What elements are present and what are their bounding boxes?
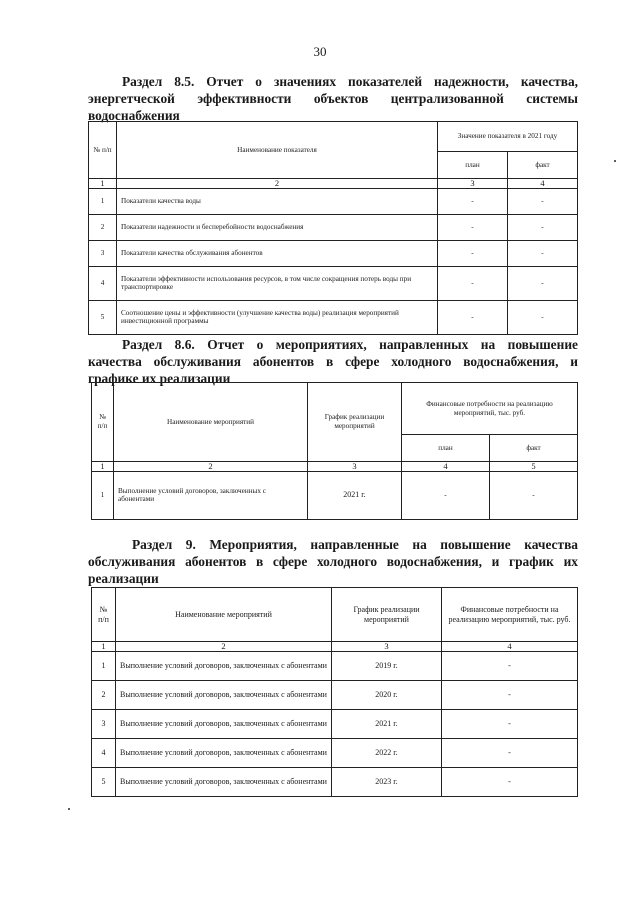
row-num: 4 <box>89 266 117 300</box>
table-row <box>92 710 578 739</box>
header-measure-name: Наименование мероприятий <box>114 383 308 462</box>
table-row <box>89 214 578 240</box>
row-schedule: 2019 г. <box>332 652 442 681</box>
row-schedule: 2021 г. <box>308 471 402 519</box>
row-num: 1 <box>92 471 114 519</box>
row-fact: - <box>508 300 578 334</box>
section-8-6-heading <box>88 336 578 387</box>
index-cell: 2 <box>117 179 438 189</box>
index-row <box>92 462 578 472</box>
header-finance-group: Финансовые потребности на реализацию мероприятий, тыс. руб. <box>402 383 578 435</box>
row-name: Показатели качества воды <box>117 188 438 214</box>
header-finance: Финансовые потребности на реализацию мероприятий, тыс. руб. <box>442 588 578 642</box>
row-name: Соотношение цены и эффективности (улучшение качества воды) реализация мероприятий инвестиционной программы <box>117 300 438 334</box>
row-num: 3 <box>92 710 116 739</box>
table-row <box>92 739 578 768</box>
header-num: № п/п <box>92 588 116 642</box>
index-cell: 4 <box>402 462 490 472</box>
table-row <box>89 300 578 334</box>
row-name: Выполнение условий договоров, заключенных с абонентами <box>116 652 332 681</box>
section-9-heading-line: обслуживания абонентов в сфере холодного водоснабжения, и график их <box>88 554 578 569</box>
row-name: Выполнение условий договоров, заключенных с абонентами <box>116 768 332 797</box>
section-9-heading <box>88 536 578 587</box>
scan-speck <box>68 808 70 810</box>
section-9-heading-line: Раздел 9. Мероприятия, направленные на повышение качества <box>132 537 578 552</box>
row-finance: - <box>442 739 578 768</box>
section-8-5-heading <box>88 73 578 124</box>
row-fact: - <box>490 471 578 519</box>
section-8-6-heading-line: графике их реализации <box>88 371 231 386</box>
index-cell: 1 <box>92 462 114 472</box>
row-num: 2 <box>89 214 117 240</box>
header-plan: план <box>438 152 508 179</box>
row-plan: - <box>438 266 508 300</box>
row-num: 3 <box>89 240 117 266</box>
header-indicator-name: Наименование показателя <box>117 122 438 179</box>
index-cell: 2 <box>116 642 332 652</box>
table-row <box>89 266 578 300</box>
table-row <box>92 471 578 519</box>
measures-report-table <box>91 382 578 520</box>
header-num: № п/п <box>89 122 117 179</box>
row-num: 5 <box>89 300 117 334</box>
row-name: Показатели качества обслуживания абонентов <box>117 240 438 266</box>
row-num: 2 <box>92 681 116 710</box>
header-schedule: График реализации мероприятий <box>332 588 442 642</box>
header-fact: факт <box>490 435 578 462</box>
row-name: Выполнение условий договоров, заключенных с абонентами <box>116 710 332 739</box>
row-finance: - <box>442 768 578 797</box>
table-row <box>92 768 578 797</box>
index-cell: 3 <box>438 179 508 189</box>
section-8-5-heading-line: водоснабжения <box>88 108 180 123</box>
row-name: Выполнение условий договоров, заключенных с абонентами <box>116 739 332 768</box>
row-name: Показатели эффективности использования ресурсов, в том числе сокращения потерь воды при транспортировке <box>117 266 438 300</box>
index-cell: 1 <box>92 642 116 652</box>
row-num: 1 <box>89 188 117 214</box>
index-cell: 5 <box>490 462 578 472</box>
scan-speck <box>614 160 616 162</box>
section-8-5-heading-line: энергетческой эффективности объектов централизованной системы <box>88 91 578 106</box>
header-plan: план <box>402 435 490 462</box>
row-fact: - <box>508 188 578 214</box>
row-fact: - <box>508 214 578 240</box>
row-fact: - <box>508 240 578 266</box>
header-fact: факт <box>508 152 578 179</box>
row-num: 1 <box>92 652 116 681</box>
table-row <box>92 681 578 710</box>
row-schedule: 2021 г. <box>332 710 442 739</box>
row-name: Показатели надежности и бесперебойности водоснабжения <box>117 214 438 240</box>
section-9-heading-line: реализации <box>88 571 159 586</box>
index-cell: 4 <box>442 642 578 652</box>
row-plan: - <box>438 188 508 214</box>
row-fact: - <box>508 266 578 300</box>
row-name: Выполнение условий договоров, заключенных с абонентами <box>116 681 332 710</box>
measures-plan-table <box>91 587 578 797</box>
header-value-group: Значение показателя в 2021 году <box>438 122 578 152</box>
section-8-5-heading-line: Раздел 8.5. Отчет о значениях показателей надежности, качества, <box>122 74 578 89</box>
header-schedule: График реализации мероприятий <box>308 383 402 462</box>
row-schedule: 2023 г. <box>332 768 442 797</box>
index-cell: 3 <box>308 462 402 472</box>
row-plan: - <box>438 240 508 266</box>
row-plan: - <box>402 471 490 519</box>
index-cell: 3 <box>332 642 442 652</box>
section-8-6-heading-line: качества обслуживания абонентов в сфере холодного водоснабжения, и <box>88 354 578 369</box>
row-plan: - <box>438 214 508 240</box>
row-name: Выполнение условий договоров, заключенных с абонентами <box>114 471 308 519</box>
row-finance: - <box>442 681 578 710</box>
row-finance: - <box>442 710 578 739</box>
row-schedule: 2020 г. <box>332 681 442 710</box>
row-plan: - <box>438 300 508 334</box>
index-cell: 4 <box>508 179 578 189</box>
table-row <box>92 652 578 681</box>
row-schedule: 2022 г. <box>332 739 442 768</box>
header-num: № п/п <box>92 383 114 462</box>
index-cell: 1 <box>89 179 117 189</box>
section-8-6-heading-line: Раздел 8.6. Отчет о мероприятиях, направленных на повышение <box>122 337 578 352</box>
header-measure-name: Наименование мероприятий <box>116 588 332 642</box>
table-row <box>89 188 578 214</box>
row-num: 5 <box>92 768 116 797</box>
row-num: 4 <box>92 739 116 768</box>
page-number: 30 <box>313 44 327 59</box>
index-row <box>92 642 578 652</box>
table-row <box>89 240 578 266</box>
row-finance: - <box>442 652 578 681</box>
index-cell: 2 <box>114 462 308 472</box>
indicators-table <box>88 121 578 335</box>
index-row <box>89 179 578 189</box>
